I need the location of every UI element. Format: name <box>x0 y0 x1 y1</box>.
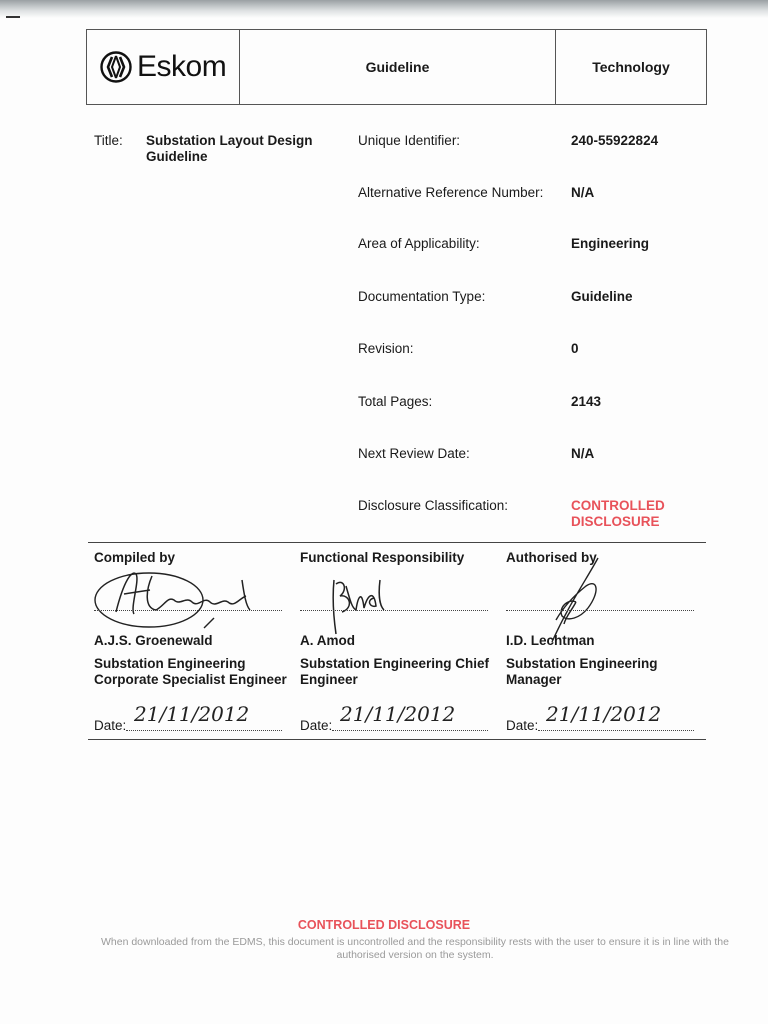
meta-row-next-review-date <box>358 446 758 466</box>
signatory-name: I.D. Lechtman <box>506 633 595 648</box>
date-label: Date: <box>506 718 539 733</box>
meta-value: Engineering <box>571 236 650 251</box>
meta-value: Guideline <box>571 289 633 304</box>
footer-controlled-disclosure: CONTROLLED DISCLOSURE <box>297 918 471 932</box>
meta-value: 2143 <box>571 394 602 409</box>
signatory-role: Substation Engineering Manager <box>506 656 658 687</box>
meta-value: 240-55922824 <box>571 133 659 148</box>
meta-value: N/A <box>571 185 595 200</box>
meta-row-unique-identifier <box>358 133 758 153</box>
meta-label: Revision: <box>358 341 414 356</box>
eskom-logo <box>87 30 240 104</box>
scan-top-edge <box>0 0 768 18</box>
meta-value: N/A <box>571 446 595 461</box>
handwritten-date: 21/11/2012 <box>340 702 456 726</box>
signatory-name: A. Amod <box>300 633 355 648</box>
meta-label: Disclosure Classification: <box>358 498 509 513</box>
signatory-name: A.J.S. Groenewald <box>94 633 213 648</box>
date-label: Date: <box>94 718 127 733</box>
document-type-cell: Guideline <box>240 30 556 104</box>
date-line <box>332 730 488 731</box>
meta-row-disclosure-classification <box>358 498 758 534</box>
document-category-cell: Technology <box>592 59 670 75</box>
meta-label: Next Review Date: <box>358 446 470 461</box>
signatory-role: Substation Engineering Chief Engineer <box>300 656 490 687</box>
signature-line <box>300 610 488 611</box>
eskom-emblem-icon <box>99 50 133 84</box>
scan-edge-mark <box>6 16 20 18</box>
handwritten-date: 21/11/2012 <box>546 702 662 726</box>
signature-line <box>94 610 282 611</box>
date-line <box>126 730 282 731</box>
document-header <box>86 29 707 105</box>
handwritten-date: 21/11/2012 <box>134 702 250 726</box>
date-line <box>538 730 694 731</box>
signatory-heading: Functional Responsibility <box>300 550 465 565</box>
meta-row-revision <box>358 341 758 361</box>
title-label: Title: <box>94 133 123 148</box>
meta-row-total-pages <box>358 394 758 414</box>
meta-value: 0 <box>571 341 579 356</box>
signatory-heading: Authorised by <box>506 550 597 565</box>
signatory-heading: Compiled by <box>94 550 176 565</box>
signature-top-rule <box>88 542 706 543</box>
signature-line <box>506 610 694 611</box>
meta-row-alternative-reference <box>358 185 758 205</box>
meta-row-area-of-applicability <box>358 236 758 256</box>
footer-disclaimer: When downloaded from the EDMS, this document is uncontrolled and the responsibility rests with the user to ensure it is in line with the authorised version on the system. <box>101 936 729 961</box>
meta-label: Total Pages: <box>358 394 433 409</box>
signatory-role: Substation Engineering Corporate Specialist Engineer <box>94 656 287 687</box>
meta-label: Unique Identifier: <box>358 133 461 148</box>
handwritten-signature-groenewald <box>94 550 284 630</box>
date-label: Date: <box>300 718 333 733</box>
handwritten-signature-amod <box>300 550 490 640</box>
meta-label: Area of Applicability: <box>358 236 480 251</box>
signature-bottom-rule <box>88 739 706 740</box>
disclosure-value: CONTROLLED DISCLOSURE <box>571 498 665 529</box>
meta-label: Documentation Type: <box>358 289 486 304</box>
meta-row-documentation-type <box>358 289 758 309</box>
eskom-logo-text: Eskom <box>137 50 227 83</box>
meta-label: Alternative Reference Number: <box>358 185 544 200</box>
document-title: Substation Layout Design Guideline <box>146 133 313 164</box>
